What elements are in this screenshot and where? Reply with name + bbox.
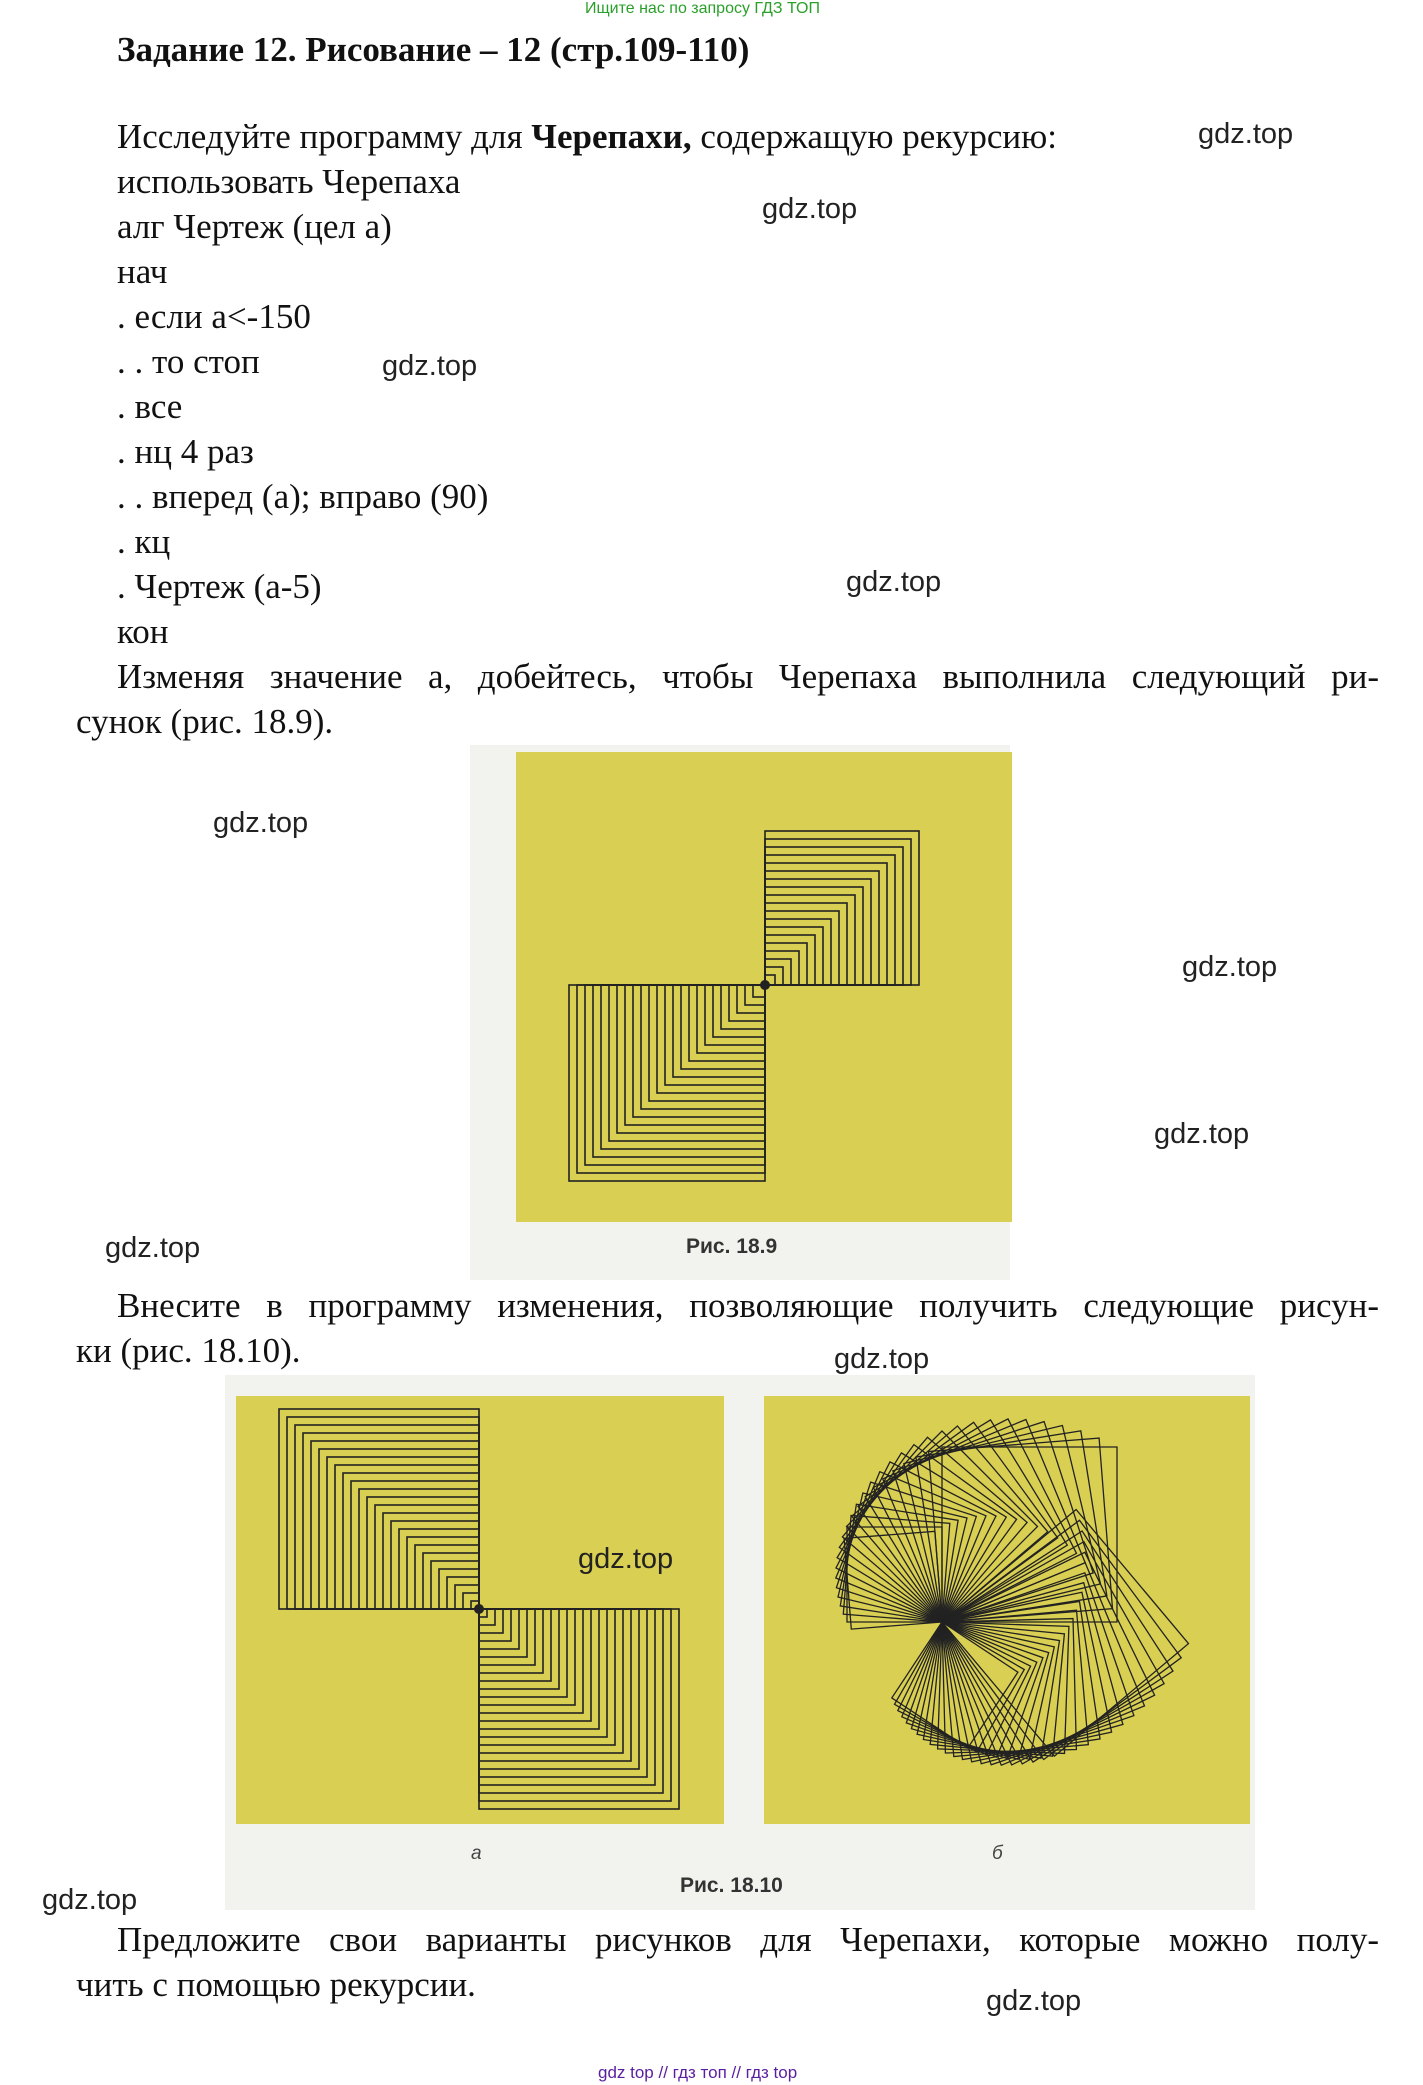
code-line: . если а<-150 bbox=[117, 297, 311, 336]
figure-18-10b bbox=[764, 1396, 1250, 1824]
paragraph-3 bbox=[117, 1283, 1379, 1328]
paragraph-2 bbox=[117, 654, 1379, 699]
figure-18-10b-drawing bbox=[764, 1396, 1250, 1824]
para4-line2: чить с помощью рекурсии. bbox=[76, 1965, 476, 2004]
code-line: нач bbox=[117, 252, 168, 291]
figure-18-10a-drawing bbox=[236, 1396, 724, 1824]
intro-prefix: Исследуйте программу для bbox=[117, 117, 532, 156]
code-line: использовать Черепаха bbox=[117, 162, 461, 201]
watermark: gdz.top bbox=[42, 1884, 138, 1916]
para4-line1: Предложите свои варианты рисунков для Черепахи, которые можно полу- bbox=[117, 1920, 1379, 1959]
turtle-dot bbox=[760, 980, 770, 990]
footer-watermark: gdz top // гдз топ // гдз top bbox=[598, 2063, 798, 2082]
watermark: gdz.top bbox=[986, 1985, 1082, 2017]
intro-bold: Черепахи, bbox=[531, 117, 692, 156]
watermark: gdz.top bbox=[578, 1543, 674, 1575]
code-line: кон bbox=[117, 612, 169, 651]
watermark: gdz.top bbox=[834, 1343, 930, 1375]
search-note: Ищите нас по запросу ГДЗ ТОП bbox=[585, 0, 820, 17]
task-title: Задание 12. Рисование – 12 (стр.109-110) bbox=[117, 30, 750, 69]
code-line: . Чертеж (а-5) bbox=[117, 567, 322, 606]
figure-18-9 bbox=[516, 752, 1012, 1222]
intro-line bbox=[117, 114, 1057, 159]
figure-label-a: а bbox=[471, 1843, 482, 1864]
intro-suffix: содержащую рекурсию: bbox=[691, 117, 1057, 156]
watermark: gdz.top bbox=[762, 193, 858, 225]
watermark: gdz.top bbox=[1154, 1118, 1250, 1150]
code-line: . нц 4 раз bbox=[117, 432, 254, 471]
para3-line1: Внесите в программу изменения, позволяющие получить следующие рисун- bbox=[117, 1286, 1379, 1325]
code-line: . кц bbox=[117, 522, 171, 561]
figure-18-9-drawing bbox=[516, 752, 1012, 1222]
code-line: . . вперед (а); вправо (90) bbox=[117, 477, 489, 516]
code-block bbox=[117, 159, 488, 654]
watermark: gdz.top bbox=[382, 350, 478, 382]
turtle-dot bbox=[474, 1604, 484, 1614]
watermark: gdz.top bbox=[105, 1232, 201, 1264]
para2-line1: Изменяя значение а, добейтесь, чтобы Черепаха выполнила следующий ри- bbox=[117, 657, 1379, 696]
code-line: . все bbox=[117, 387, 183, 426]
para3-line2: ки (рис. 18.10). bbox=[76, 1331, 301, 1370]
figure-18-10-caption: Рис. 18.10 bbox=[680, 1874, 783, 1897]
watermark: gdz.top bbox=[1182, 951, 1278, 983]
para2-line2: сунок (рис. 18.9). bbox=[76, 702, 334, 741]
figure-label-b: б bbox=[992, 1843, 1003, 1864]
figure-18-9-caption: Рис. 18.9 bbox=[686, 1235, 778, 1258]
code-line: . . то стоп bbox=[117, 342, 260, 381]
code-line: алг Чертеж (цел а) bbox=[117, 207, 392, 246]
watermark: gdz.top bbox=[846, 566, 942, 598]
paragraph-4 bbox=[117, 1917, 1379, 1962]
watermark: gdz.top bbox=[1198, 118, 1294, 150]
watermark: gdz.top bbox=[213, 807, 309, 839]
figure-18-10a bbox=[236, 1396, 724, 1824]
